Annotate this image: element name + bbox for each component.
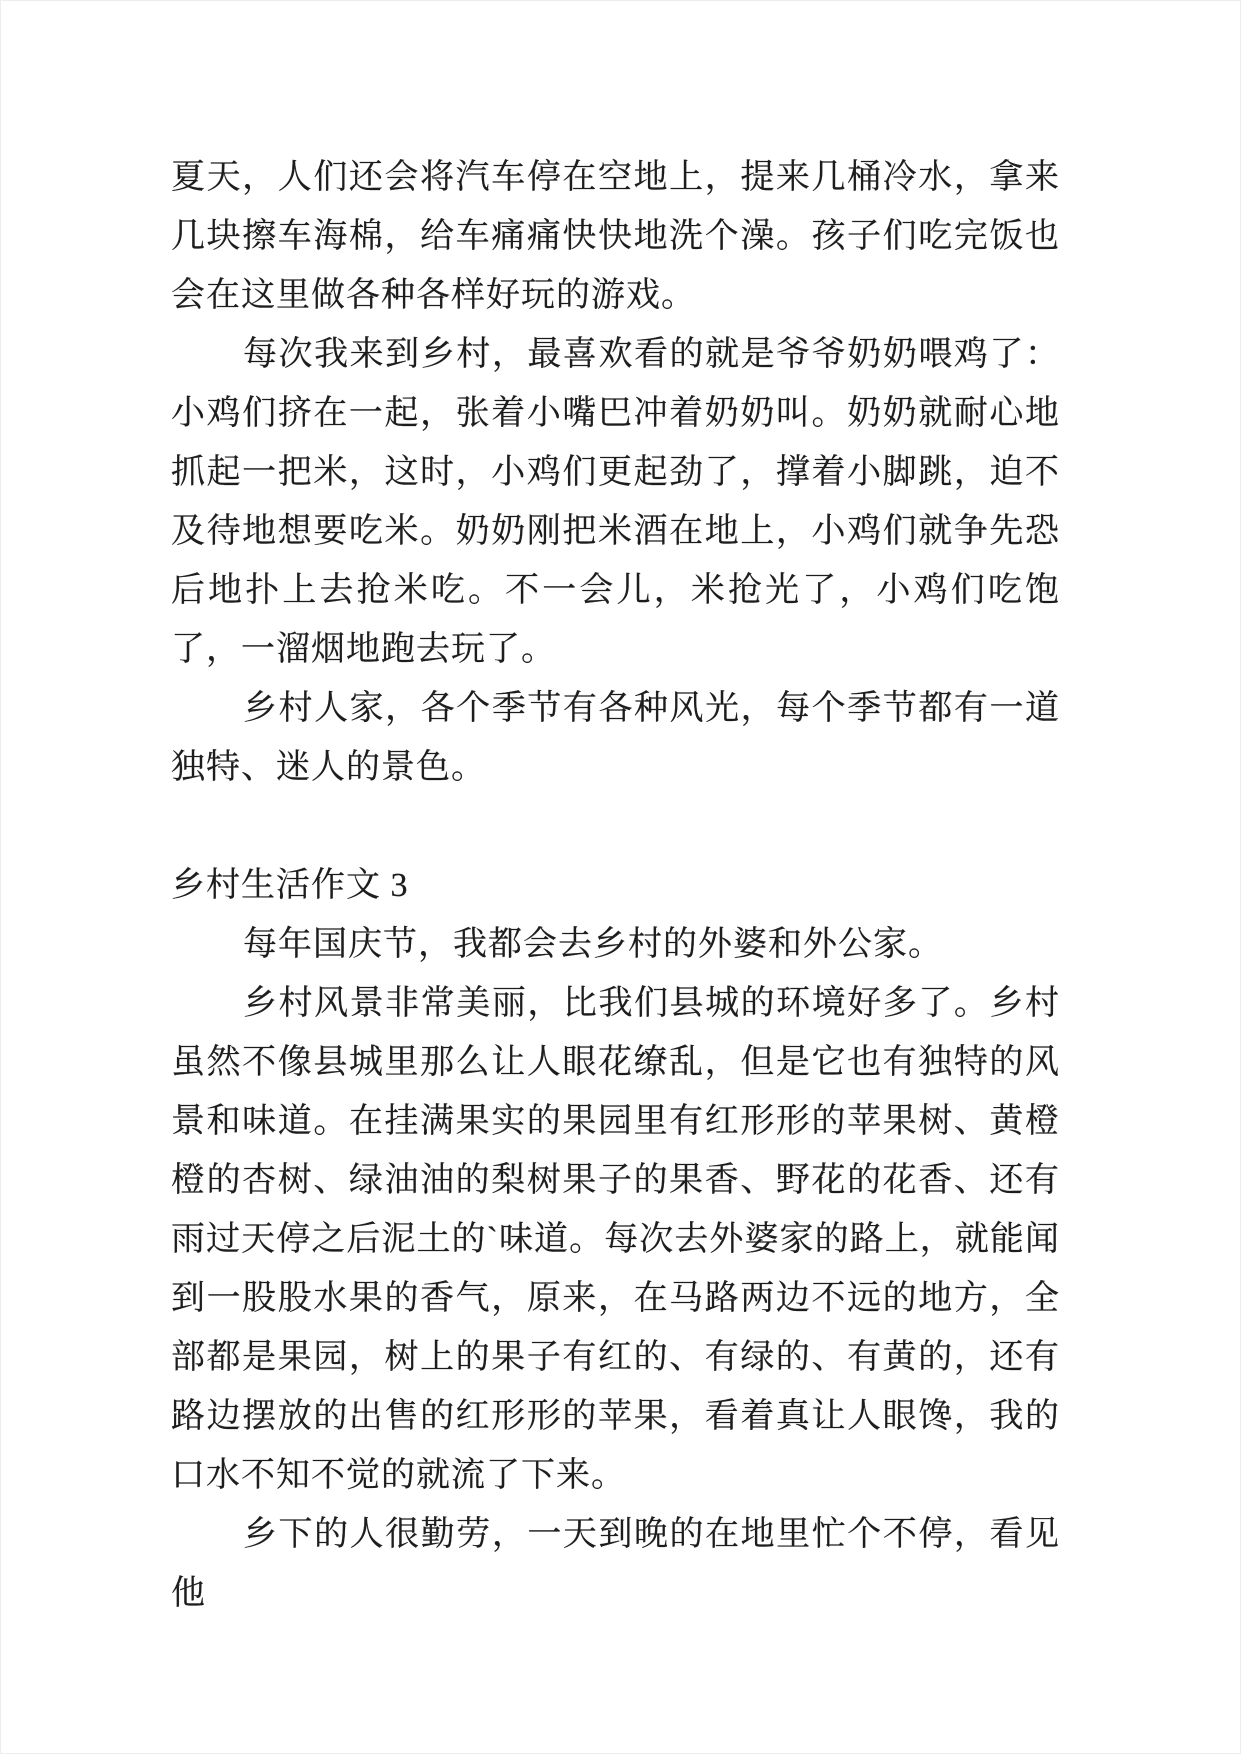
paragraph-countryside-scenery: 乡村风景非常美丽，比我们县城的环境好多了。乡村虽然不像县城里那么让人眼花缭乱，但是它也有独特的风景和味道。在挂满果实的果园里有红形形的苹果树、黄橙橙的杏树、绿油油的梨树果子的果香、野花的花香、还有雨过天停之后泥土的`味道。每次去外婆家的路上，就能闻到一股股水果的香气，原来，在马路两边不远的地方，全部都是果园，树上的果子有红的、有绿的、有黄的，还有路边摆放的出售的红形形的苹果，看着真让人眼馋，我的口水不知不觉的就流了下来。 [171,985,1060,1494]
paragraph-continuation: 夏天，人们还会将汽车停在空地上，提来几桶冷水，拿来几块擦车海棉，给车痛痛快快地洗个澡。孩子们吃完饭也会在这里做各种各样好玩的游戏。 [171,159,1060,314]
paragraph-national-day: 每年国庆节，我都会去乡村的外婆和外公家。 [243,926,943,963]
paragraph-feeding-chickens: 每次我来到乡村，最喜欢看的就是爷爷奶奶喂鸡了：小鸡们挤在一起，张着小嘴巴冲着奶奶叫。奶奶就耐心地抓起一把米，这时，小鸡们更起劲了，撑着小脚跳，迫不及待地想要吃米。奶奶刚把米酒在地上，小鸡们就争先恐后地扑上去抢米吃。不一会儿，米抢光了，小鸡们吃饱了，一溜烟地跑去玩了。 [171,336,1060,668]
paragraph-hardworking-cutoff: 乡下的人很勤劳，一天到晚的在地里忙个不停，看见他 [171,1516,1060,1612]
section-heading-essay-3: 乡村生活作文 3 [171,867,409,904]
paragraph-seasons: 乡村人家，各个季节有各种风光，每个季节都有一道独特、迷人的景色。 [171,690,1060,786]
